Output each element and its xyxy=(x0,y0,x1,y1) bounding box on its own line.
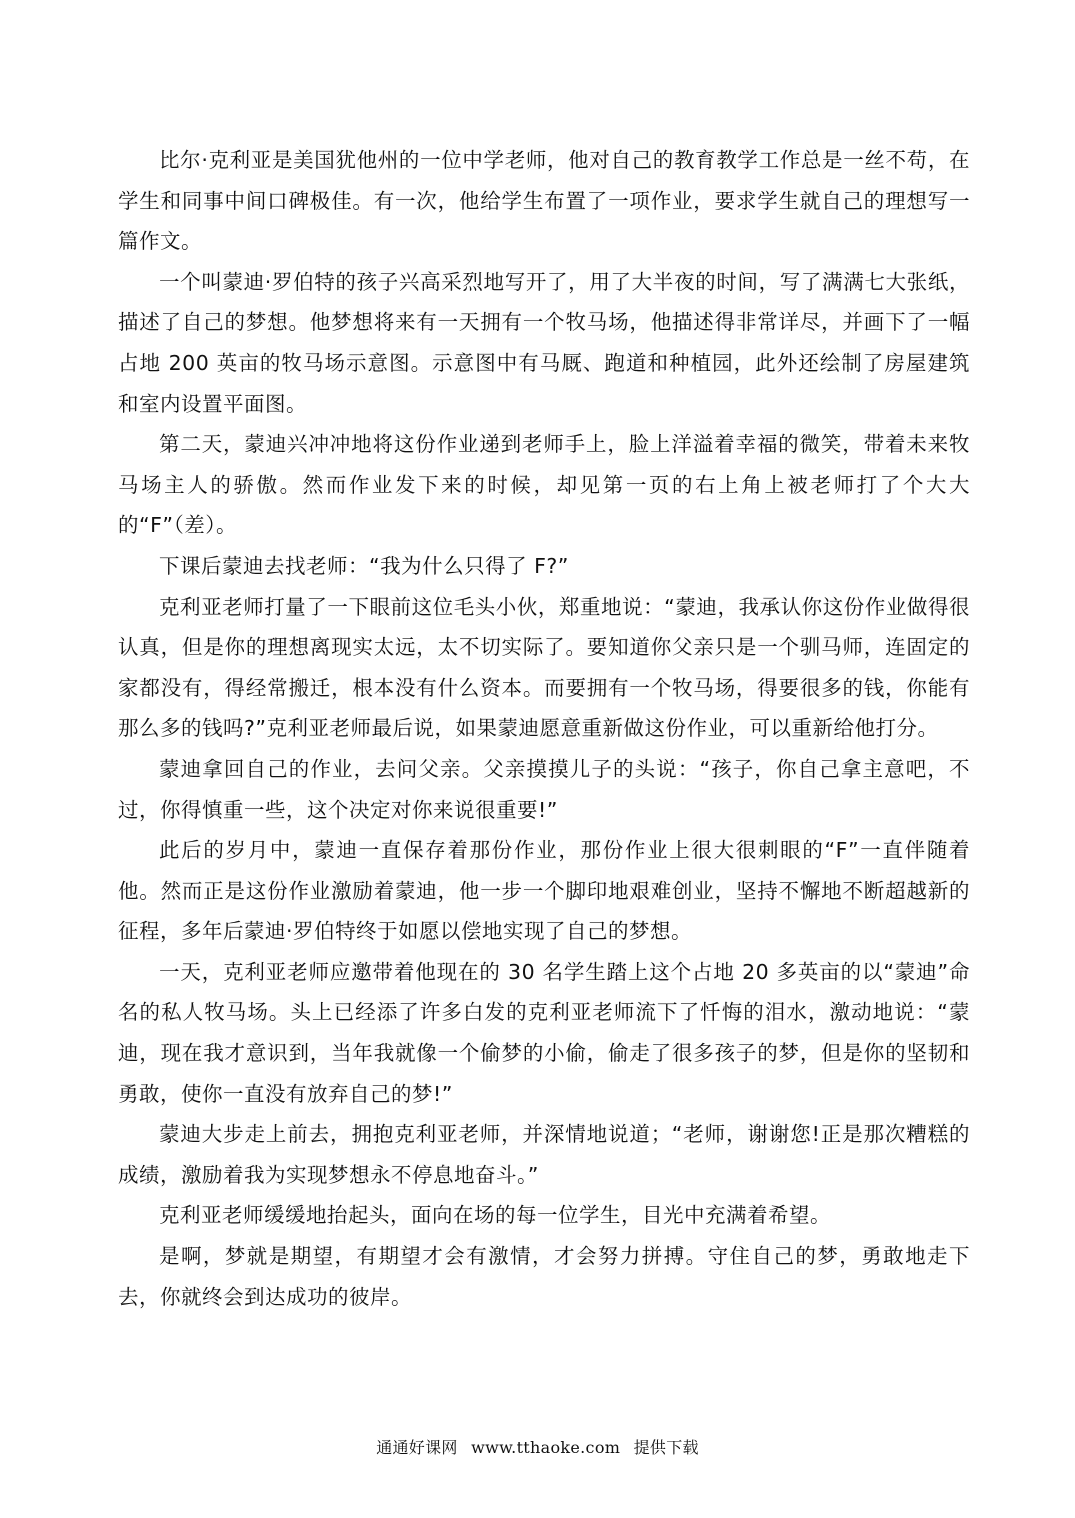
paragraph: 蒙迪拿回自己的作业，去问父亲。父亲摸摸儿子的头说：“孩子，你自己拿主意吧，不过，你得慎重一些，这个决定对你来说很重要!” xyxy=(118,756,970,822)
footer-url-link[interactable]: www.tthaoke.com xyxy=(471,1438,621,1457)
paragraph: 克利亚老师打量了一下眼前这位毛头小伙，郑重地说：“蒙迪，我承认你这份作业做得很认真，但是你的理想离现实太远，太不切实际了。要知道你父亲只是一个驯马师，连固定的家都没有，得经常搬迁，根本没有什么资本。而要拥有一个牧马场，得要很多的钱，你能有那么多的钱吗?”克利亚老师最后说，如果蒙迪愿意重新做这份作业，可以重新给他打分。 xyxy=(118,594,970,741)
paragraph: 下课后蒙迪去找老师：“我为什么只得了 F?” xyxy=(159,553,569,578)
paragraph: 第二天，蒙迪兴冲冲地将这份作业递到老师手上，脸上洋溢着幸福的微笑，带着未来牧马场主人的骄傲。然而作业发下来的时候，却见第一页的右上角上被老师打了个大大的“F”（差）。 xyxy=(118,432,970,538)
paragraph: 一天，克利亚老师应邀带着他现在的 30 名学生踏上这个占地 20 多英亩的以“蒙迪”命名的私人牧马场。头上已经添了许多白发的克利亚老师流下了忏悔的泪水，激动地说：“蒙迪，现在我才意识到，当年我就像一个偷梦的小偷，偷走了很多孩子的梦，但是你的坚韧和勇敢，使你一直没有放弃自己的梦!” xyxy=(118,959,970,1106)
footer-site-name: 通通好课网 xyxy=(376,1438,458,1457)
paragraph: 比尔·克利亚是美国犹他州的一位中学老师，他对自己的教育教学工作总是一丝不苟，在学生和同事中间口碑极佳。有一次，他给学生布置了一项作业，要求学生就自己的理想写一篇作文。 xyxy=(118,148,970,254)
paragraph: 一个叫蒙迪·罗伯特的孩子兴高采烈地写开了，用了大半夜的时间，写了满满七大张纸，描述了自己的梦想。他梦想将来有一天拥有一个牧马场，他描述得非常详尽，并画下了一幅占地 200 英亩的牧马场示意图。示意图中有马厩、跑道和种植园，此外还绘制了房屋建筑和室内设置平面图。 xyxy=(118,269,970,416)
page-footer xyxy=(0,1435,1075,1458)
paragraph: 克利亚老师缓缓地抬起头，面向在场的每一位学生，目光中充满着希望。 xyxy=(159,1203,831,1228)
footer-suffix: 提供下载 xyxy=(633,1438,699,1457)
paragraph: 此后的岁月中，蒙迪一直保存着那份作业，那份作业上很大很刺眼的“F”一直伴随着他。然而正是这份作业激励着蒙迪，他一步一个脚印地艰难创业，坚持不懈地不断超越新的征程，多年后蒙迪·罗伯特终于如愿以偿地实现了自己的梦想。 xyxy=(118,838,970,944)
paragraph: 是啊，梦就是期望，有期望才会有激情，才会努力拼搏。守住自己的梦，勇敢地走下去，你就终会到达成功的彼岸。 xyxy=(118,1244,970,1309)
paragraph: 蒙迪大步走上前去，拥抱克利亚老师，并深情地说道；“老师，谢谢您!正是那次糟糕的成绩，激励着我为实现梦想永不停息地奋斗。” xyxy=(118,1122,970,1187)
article-body xyxy=(118,140,970,1317)
